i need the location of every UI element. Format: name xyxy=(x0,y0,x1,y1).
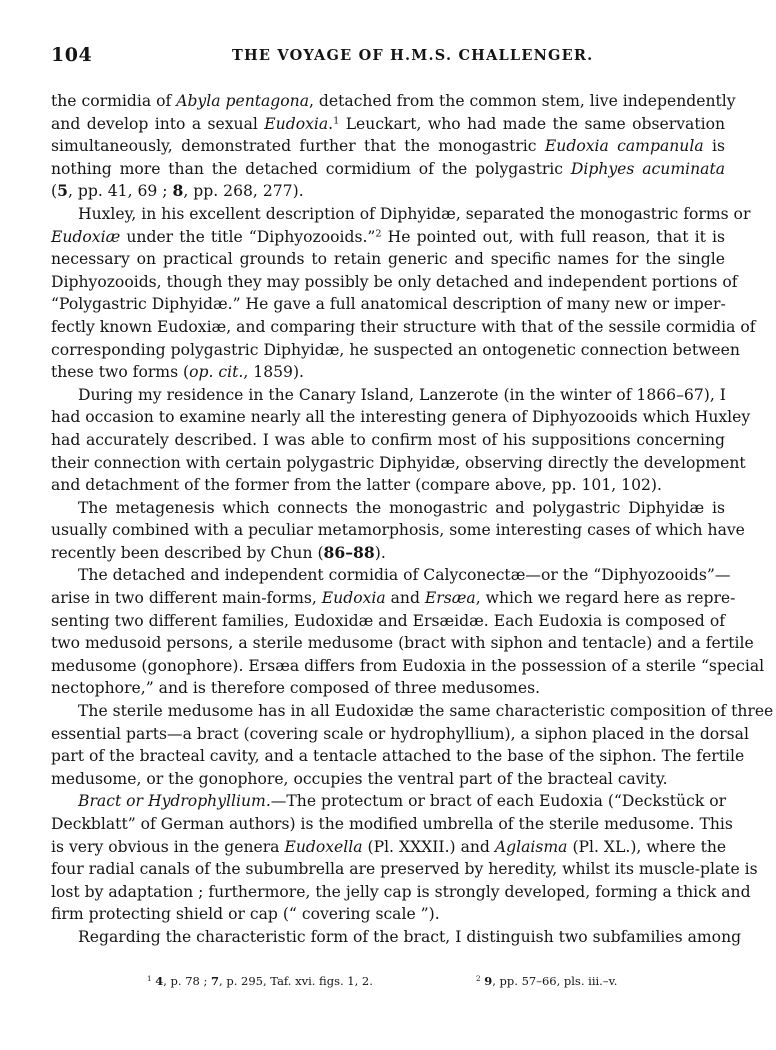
text-line: part of the bracteal cavity, and a tentacle attached to the base of the siphon. The fertile xyxy=(51,747,745,766)
text-line: Huxley, in his excellent description of Diphyidæ, separated the monogastric forms or xyxy=(78,204,751,223)
text-line: nectophore,” and is therefore composed of three medusomes. xyxy=(51,679,541,698)
text-line: medusome, or the gonophore, occupies the ventral part of the bracteal cavity. xyxy=(51,769,668,788)
text-line: two medusoid persons, a sterile medusome (bract with siphon and tentacle) and a fertile xyxy=(51,634,754,653)
text-line: lost by adaptation ; furthermore, the jelly cap is strongly developed, forming a thick and xyxy=(51,882,751,901)
text-line: corresponding polygastric Diphyidæ, he suspected an ontogenetic connection between xyxy=(51,340,740,359)
text-line: firm protecting shield or cap (“ covering scale ”). xyxy=(51,905,440,924)
footnote-2: $^2$ 9, pp. 57–66, pls. iii.–v. xyxy=(476,974,618,988)
text-line: Eudoxiæ under the title “Diphyozooids.”$^2$ He pointed out, with full reason, that it is xyxy=(51,227,726,246)
text-line: Regarding the characteristic form of the bract, I distinguish two subfamilies among xyxy=(78,927,742,946)
body-text xyxy=(51,90,774,949)
text-line: and detachment of the former from the latter (compare above, pp. 101, 102). xyxy=(51,476,662,495)
text-line: the cormidia of Abyla pentagona, detached from the common stem, live independently xyxy=(51,92,736,110)
text-line: their connection with certain polygastric Diphyidæ, observing directly the development xyxy=(51,453,746,472)
text-line: had accurately described. I was able to confirm most of his suppositions concerning xyxy=(51,430,725,449)
text-line: arise in two different main-forms, Eudoxia and Ersæa, which we regard here as repre- xyxy=(51,589,736,608)
text-line: and develop into a sexual Eudoxia.$^1$ Leuckart, who had made the same observation xyxy=(51,114,726,133)
page-number: 104 xyxy=(51,44,93,66)
text-line: Diphyozooids, though they may possibly be only detached and independent portions of xyxy=(51,272,738,291)
text-line: medusome (gonophore). Ersæa differs from Eudoxia in the possession of a sterile “special xyxy=(51,656,765,675)
footnotes xyxy=(0,974,776,994)
text-line: recently been described by Chun (86–88). xyxy=(51,542,386,562)
text-line: nothing more than the detached cormidium of the polygastric Diphyes acuminata xyxy=(51,159,726,178)
text-line: During my residence in the Canary Island, Lanzerote (in the winter of 1866–67), I xyxy=(78,385,726,404)
text-line: Deckblatt” of German authors) is the modified umbrella of the sterile medusome. This xyxy=(51,815,733,833)
text-line: The sterile medusome has in all Eudoxidæ the same characteristic composition of three xyxy=(78,702,774,721)
text-line: “Polygastric Diphyidæ.” He gave a full anatomical description of many new or imper- xyxy=(51,295,726,314)
text-line: The detached and independent cormidia of Calyconectæ—or the “Diphyozooids”— xyxy=(78,566,731,585)
text-line: four radial canals of the subumbrella are preserved by heredity, whilst its muscle-plate is xyxy=(51,860,758,879)
text-line: necessary on practical grounds to retain generic and specific names for the single xyxy=(51,250,725,269)
text-line: Bract or Hydrophyllium.—The protectum or bract of each Eudoxia (“Deckstück or xyxy=(78,792,727,811)
text-line: essential parts—a bract (covering scale or hydrophyllium), a siphon placed in the dorsal xyxy=(51,724,749,743)
text-line: fectly known Eudoxiæ, and comparing their structure with that of the sessile cormidia of xyxy=(51,317,756,336)
text-line: senting two different families, Eudoxidæ and Ersæidæ. Each Eudoxia is composed of xyxy=(51,611,725,630)
text-line: these two forms (op. cit., 1859). xyxy=(51,363,305,382)
text-line: The metagenesis which connects the monogastric and polygastric Diphyidæ is xyxy=(78,498,725,517)
text-line: usually combined with a peculiar metamorphosis, some interesting cases of which have xyxy=(51,521,745,540)
text-line: (5, pp. 41, 69 ; 8, pp. 268, 277). xyxy=(51,181,304,201)
page-header xyxy=(0,44,776,66)
text-line: simultaneously, demonstrated further that the monogastric Eudoxia campanula is xyxy=(51,137,725,156)
running-title: THE VOYAGE OF H.M.S. CHALLENGER. xyxy=(232,47,594,64)
text-line: had occasion to examine nearly all the interesting genera of Diphyozooids which Huxley xyxy=(51,408,751,427)
footnote-1: $^1$ 4, p. 78 ; 7, p. 295, Taf. xvi. figs. 1, 2. xyxy=(147,974,373,988)
text-line: is very obvious in the genera Eudoxella (Pl. XXXII.) and Aglaisma (Pl. XL.), where the xyxy=(51,837,727,856)
